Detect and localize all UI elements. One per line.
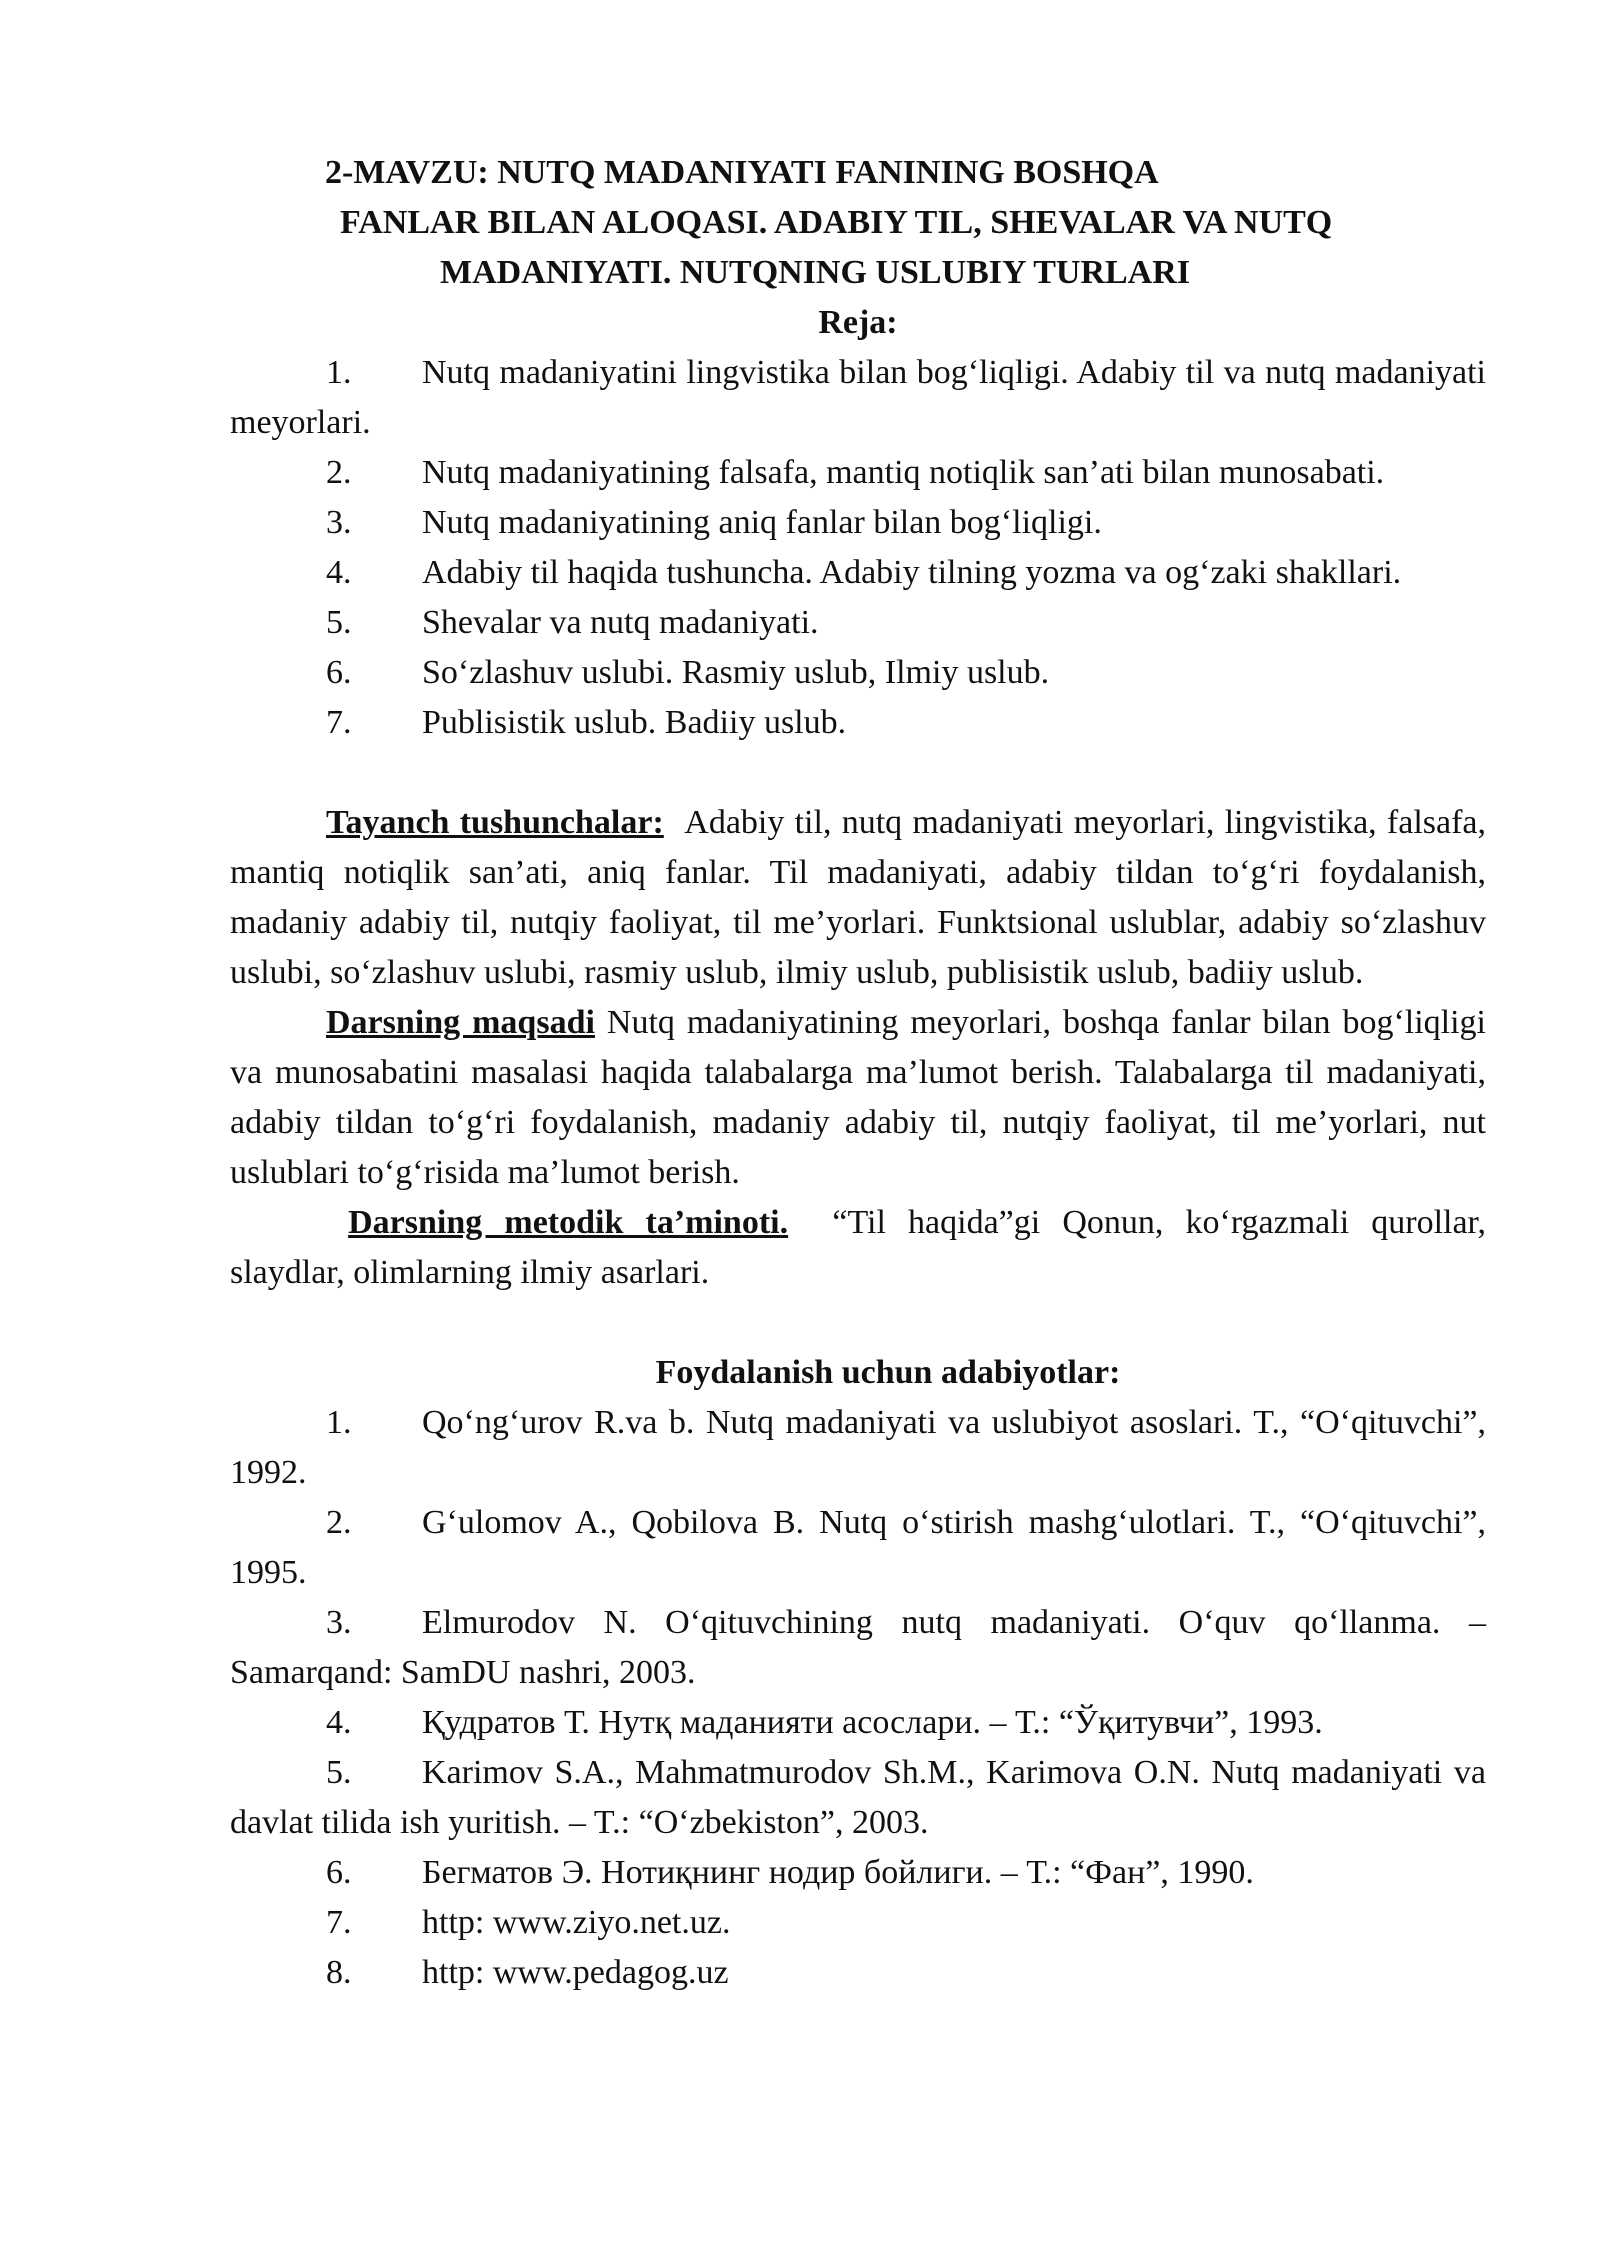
plan-item-text: Publisistik uslub. Badiiy uslub. [422, 704, 847, 741]
literature-item-number: 3. [326, 1604, 352, 1641]
plan-heading: Reja: [818, 304, 898, 341]
literature-item-text: Karimov S.A., Mahmatmurodov Sh.M., Karimova O.N. Nutq madaniyati va davlat tilida ish yuritish. – T.: “O‘zbekiston”, 2003. [230, 1754, 1486, 1841]
lesson-goal-text: Nutq madaniyatining meyorlari, boshqa fanlar bilan bog‘liqligi va munosabatini masalasi haqida talabalarga ma’lumot berish. Talabalarga til madaniyati, adabiy tildan to‘g‘ri foydalanish, madaniy adabiy til, nutqiy faoliyat, til me’yorlari, nut uslublari to‘g‘risida ma’lumot berish. [230, 1004, 1486, 1191]
literature-item [230, 1498, 1486, 1598]
plan-item-text: Shevalar va nutq madaniyati. [422, 604, 819, 641]
literature-item-number: 7. [326, 1904, 352, 1941]
plan-list [230, 348, 1486, 748]
key-concepts-text: Adabiy til, nutq madaniyati meyorlari, lingvistika, falsafa, mantiq notiqlik san’ati, aniq fanlar. Til madaniyati, adabiy tildan to‘g‘ri foydalanish, madaniy adabiy til, nutqiy faoliyat, til me’yorlari. Funktsional uslublar, adabiy so‘zlashuv uslubi, so‘zlashuv uslubi, rasmiy uslub, ilmiy uslub, publisistik uslub, badiiy uslub. [230, 804, 1487, 991]
plan-item-number: 7. [326, 704, 352, 741]
literature-item-number: 5. [326, 1754, 352, 1791]
plan-item [230, 348, 1486, 448]
literature-item [230, 1898, 1486, 1948]
lesson-goal-label: Darsning maqsadi [326, 1004, 595, 1041]
literature-item [230, 1598, 1486, 1698]
literature-list [230, 1398, 1486, 1998]
lesson-goal-paragraph [230, 998, 1486, 1198]
literature-item [230, 1948, 1486, 1998]
literature-item [230, 1748, 1486, 1848]
plan-item [230, 448, 1486, 498]
literature-item-number: 6. [326, 1854, 352, 1891]
plan-item [230, 548, 1486, 598]
methodical-support-label: Darsning metodik ta’minoti. [348, 1204, 789, 1241]
title-line-3: MADANIYATI. NUTQNING USLUBIY TURLARI [440, 254, 1191, 291]
plan-item-number: 3. [326, 504, 352, 541]
literature-item-text: Бегматов Э. Нотиқнинг нодир бойлиги. – Т.: “Фан”, 1990. [422, 1854, 1254, 1891]
literature-heading: Foydalanish uchun adabiyotlar: [655, 1354, 1121, 1391]
literature-item [230, 1848, 1486, 1898]
spacer [230, 748, 1486, 798]
plan-item-number: 1. [326, 354, 352, 391]
methodical-support-paragraph [230, 1198, 1486, 1298]
document-title [230, 148, 1486, 298]
plan-item-number: 5. [326, 604, 352, 641]
literature-item-text: G‘ulomov A., Qobilova B. Nutq o‘stirish mashg‘ulotlari. T., “O‘qituvchi”, 1995. [230, 1504, 1486, 1591]
plan-item-text: Nutq madaniyatining falsafa, mantiq notiqlik san’ati bilan munosabati. [422, 454, 1385, 491]
plan-item-text: Adabiy til haqida tushuncha. Adabiy tilning yozma va og‘zaki shakllari. [422, 554, 1402, 591]
literature-item-number: 8. [326, 1954, 352, 1991]
literature-item [230, 1398, 1486, 1498]
spacer [230, 1298, 1486, 1348]
title-line-1: 2-MAVZU: NUTQ MADANIYATI FANINING BOSHQA [325, 154, 1159, 191]
literature-item-text: http: www.pedagog.uz [422, 1954, 729, 1991]
plan-item-number: 6. [326, 654, 352, 691]
literature-item-number: 1. [326, 1404, 352, 1441]
literature-item-text: Қудратов Т. Нутқ маданияти асослари. – Т.: “Ўқитувчи”, 1993. [422, 1704, 1323, 1741]
key-concepts-label: Tayanch tushunchalar: [326, 804, 664, 841]
plan-item-number: 2. [326, 454, 352, 491]
literature-item-text: http: www.ziyo.net.uz. [422, 1904, 731, 1941]
methodical-support-text: “Til haqida”gi Qonun, ko‘rgazmali qurollar, slaydlar, olimlarning ilmiy asarlari. [230, 1204, 1487, 1291]
document-page [230, 148, 1486, 1998]
key-concepts-paragraph [230, 798, 1486, 998]
plan-item [230, 698, 1486, 748]
literature-item-text: Elmurodov N. O‘qituvchining nutq madaniyati. O‘quv qo‘llanma. – Samarqand: SamDU nashri, 2003. [230, 1604, 1486, 1691]
literature-item [230, 1698, 1486, 1748]
plan-item-number: 4. [326, 554, 352, 591]
plan-item [230, 648, 1486, 698]
plan-item-text: Nutq madaniyatini lingvistika bilan bog‘liqligi. Adabiy til va nutq madaniyati meyorlari. [230, 354, 1486, 441]
title-line-2: FANLAR BILAN ALOQASI. ADABIY TIL, SHEVALAR VA NUTQ [340, 204, 1333, 241]
literature-item-text: Qo‘ng‘urov R.va b. Nutq madaniyati va uslubiyot asoslari. T., “O‘qituvchi”, 1992. [230, 1404, 1486, 1491]
plan-item [230, 598, 1486, 648]
literature-item-number: 4. [326, 1704, 352, 1741]
plan-item-text: Nutq madaniyatining aniq fanlar bilan bog‘liqligi. [422, 504, 1102, 541]
plan-item-text: So‘zlashuv uslubi. Rasmiy uslub, Ilmiy uslub. [422, 654, 1050, 691]
literature-item-number: 2. [326, 1504, 352, 1541]
plan-item [230, 498, 1486, 548]
